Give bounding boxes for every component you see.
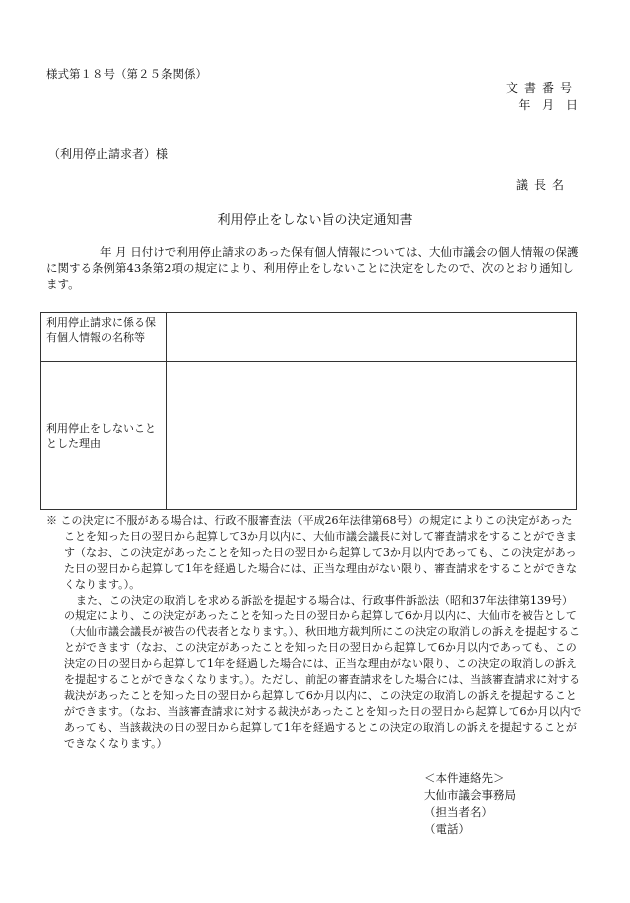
form-number-label: 様式第１８号（第２５条関係）: [46, 67, 207, 81]
info-name-label: 利用停止請求に係る保有個人情報の名称等: [41, 313, 167, 362]
contact-heading: ＜本件連絡先＞: [424, 771, 505, 785]
reason-value: [167, 362, 577, 510]
contact-phone: （電話）: [424, 822, 470, 836]
table-row: [41, 362, 577, 510]
appeal-note-review: ※ この決定に不服がある場合は、行政不服審査法（平成26年法律第68号）の規定によりこの決定があったことを知った日の翌日から起算して3か月以内に、大仙市議会議長に対して審査請求をすることができます（なお、この決定があったことを知った日の翌日から起算して3か月以内であっても、この決定があった日の翌日から起算して1年を経過した場合には、正当な理由がない限り、審査請求をすることができなくなります。）。: [46, 514, 577, 591]
contact-person: （担当者名）: [424, 805, 493, 819]
table-row: [41, 313, 577, 362]
contact-office: 大仙市議会事務局: [424, 788, 516, 802]
recipient-name: （利用停止請求者）様: [48, 147, 169, 161]
appeal-note-lawsuit: また、この決定の取消しを求める訴訟を提起する場合は、行政事件訴訟法（昭和37年法律第139号）の規定により、この決定があったことを知った日の翌日から起算して6か月以内に、大仙市を被告として（大仙市議会議長が被告の代表者となります。）、秋田地方裁判所にこの決定の取消しの訴えを提起することができます（なお、この決定があったことを知った日の翌日から起算して6か月以内であっても、この決定の日の翌日から起算して1年を経過した場合には、正当な理由がない限り、この決定の取消しの訴えを提起することができなくなります。）。ただし、前記の審査請求をした場合には、当該審査請求に対する裁決があったことを知った日の翌日から起算して6か月以内に、この決定の取消しの訴えを提起することができます。（なお、当該審査請求に対する裁決があったことを知った日の翌日から起算して6か月以内であっても、当該裁決の日の翌日から起算して1年を経過するとこの決定の取消しの訴えを提起することができなくなります。）: [64, 593, 582, 750]
info-name-value: [167, 313, 577, 362]
document-number-label: 文書番号: [505, 81, 578, 95]
sender-name: 議長名: [515, 178, 570, 192]
contact-block: [424, 770, 516, 838]
reason-label: 利用停止をしないこととした理由: [41, 362, 167, 510]
appeal-notes: [46, 513, 582, 752]
intro-paragraph: 年 月 日付けで利用停止請求のあった保有個人情報については、大仙市議会の個人情報の保護に関する条例第43条第2項の規定により、利用停止をしないことに決定をしたので、次のとおり通知します。: [46, 245, 579, 291]
decision-table: [40, 312, 577, 510]
document-date-label: 年 月 日: [518, 98, 578, 112]
document-title: 利用停止をしない旨の決定通知書: [217, 213, 413, 228]
